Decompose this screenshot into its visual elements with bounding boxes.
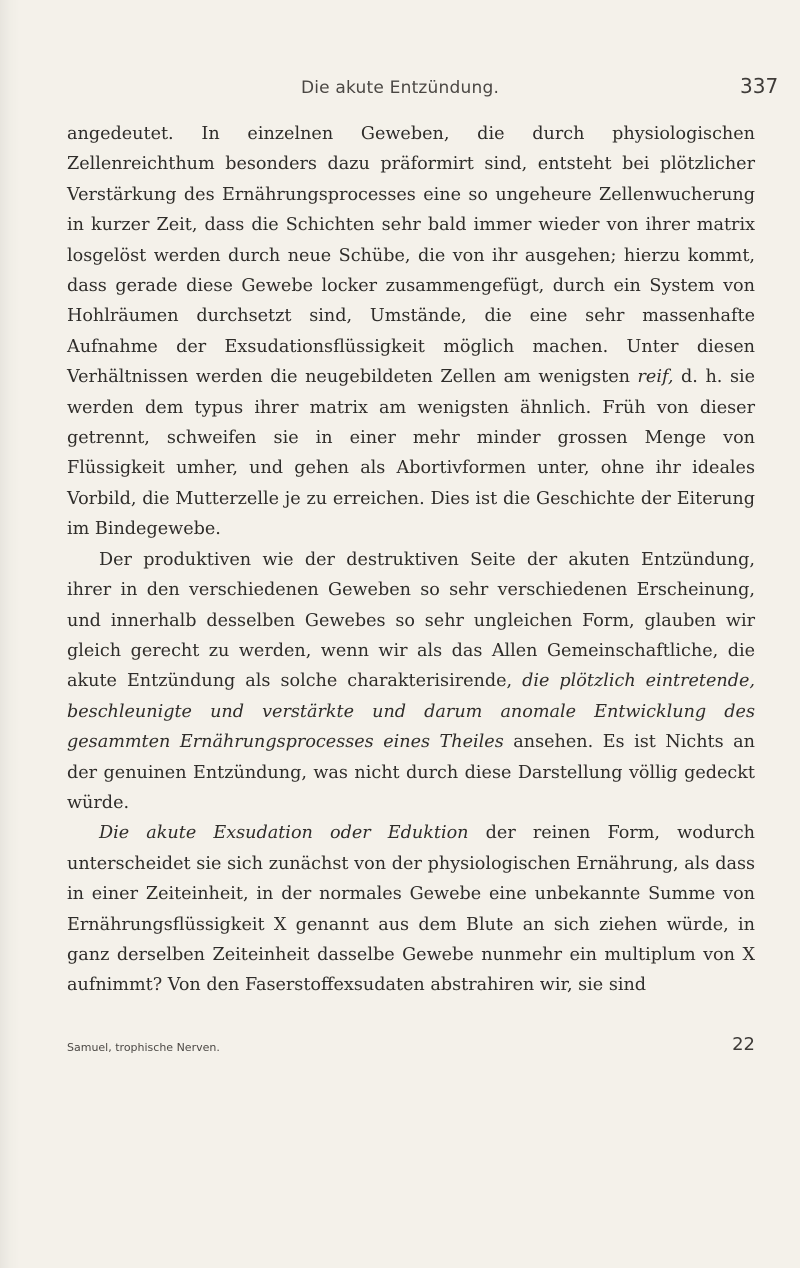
page-number: 337 <box>740 74 779 98</box>
italic-word-reif: reif, <box>637 367 674 388</box>
gathering-number: 22 <box>732 1034 755 1055</box>
paragraph-3 <box>67 818 755 1000</box>
signature-mark: Samuel, trophische Nerven. <box>67 1041 220 1054</box>
paragraph-2-text: Der produktiven wie der destruktiven Seite der akuten Entzündung, ihrer in den verschiedenen Geweben so sehr verschiedenen Erscheinung, und innerhalb desselben Gewebes so sehr ungleichen Form, glauben wir gleich gerecht zu werden, wenn wir als das Allen Gemeinschaftliche, die akute Entzündung als solche charakterisirende, <box>67 549 755 692</box>
main-text <box>67 119 755 1001</box>
italic-definition: die plötzlich eintretende, beschleunigte und verstärkte und darum anomale Entwicklung des gesammten Ernährungsprocesses eines Theiles <box>67 671 755 753</box>
running-title: Die akute Entzündung. <box>300 78 500 98</box>
paragraph-1-text: angedeutet. In einzelnen Geweben, die durch physiologischen Zellenreichthum besonders dazu präformirt sind, entsteht bei plötzlicher Verstärkung des Ernährungsprocesses eine so ungeheure Zellenwucherung in kurzer Zeit, dass die Schichten sehr bald immer wieder von ihrer matrix losgelöst werden durch neue Schübe, die von ihr ausgehen; hierzu kommt, dass gerade diese Gewebe locker zusammengefügt, durch ein System von Hohlräumen durchsetzt sind, Umstände, die eine sehr massenhafte Aufnahme der Exsudationsflüssigkeit möglich machen. Unter diesen Verhältnissen werden die neugebildeten Zellen am wenigsten <box>67 124 755 388</box>
paragraph-2 <box>67 545 755 819</box>
paragraph-2-tail: ansehen. Es ist Nichts an der genuinen Entzündung, was nicht durch diese Darstellung völlig gedeckt würde. <box>67 732 755 813</box>
paragraph-1-tail: d. h. sie werden dem typus ihrer matrix am wenigsten ähnlich. Früh von dieser getrennt, schweifen sie in einer mehr minder grossen Menge von Flüssigkeit umher, und gehen als Abortivformen unter, ohne ihr ideales Vorbild, die Mutterzelle je zu erreichen. Dies ist die Geschichte der Eiterung im Bindegewebe. <box>67 367 756 540</box>
paragraph-1 <box>67 119 755 545</box>
page-footer <box>67 1034 755 1064</box>
italic-heading-exsudation: Die akute Exsudation oder Eduktion <box>99 823 469 844</box>
paragraph-3-tail: der reinen Form, wodurch unterscheidet sie sich zunächst von der physiologischen Ernährung, als dass in einer Zeiteinheit, in der normales Gewebe eine unbekannte Summe von Ernährungsflüssigkeit X genannt aus dem Blute an sich ziehen würde, in ganz derselben Zeiteinheit dasselbe Gewebe nunmehr ein multiplum von X aufnimmt? Von den Faserstoffexsudaten abstrahiren wir, sie sind <box>67 823 755 996</box>
